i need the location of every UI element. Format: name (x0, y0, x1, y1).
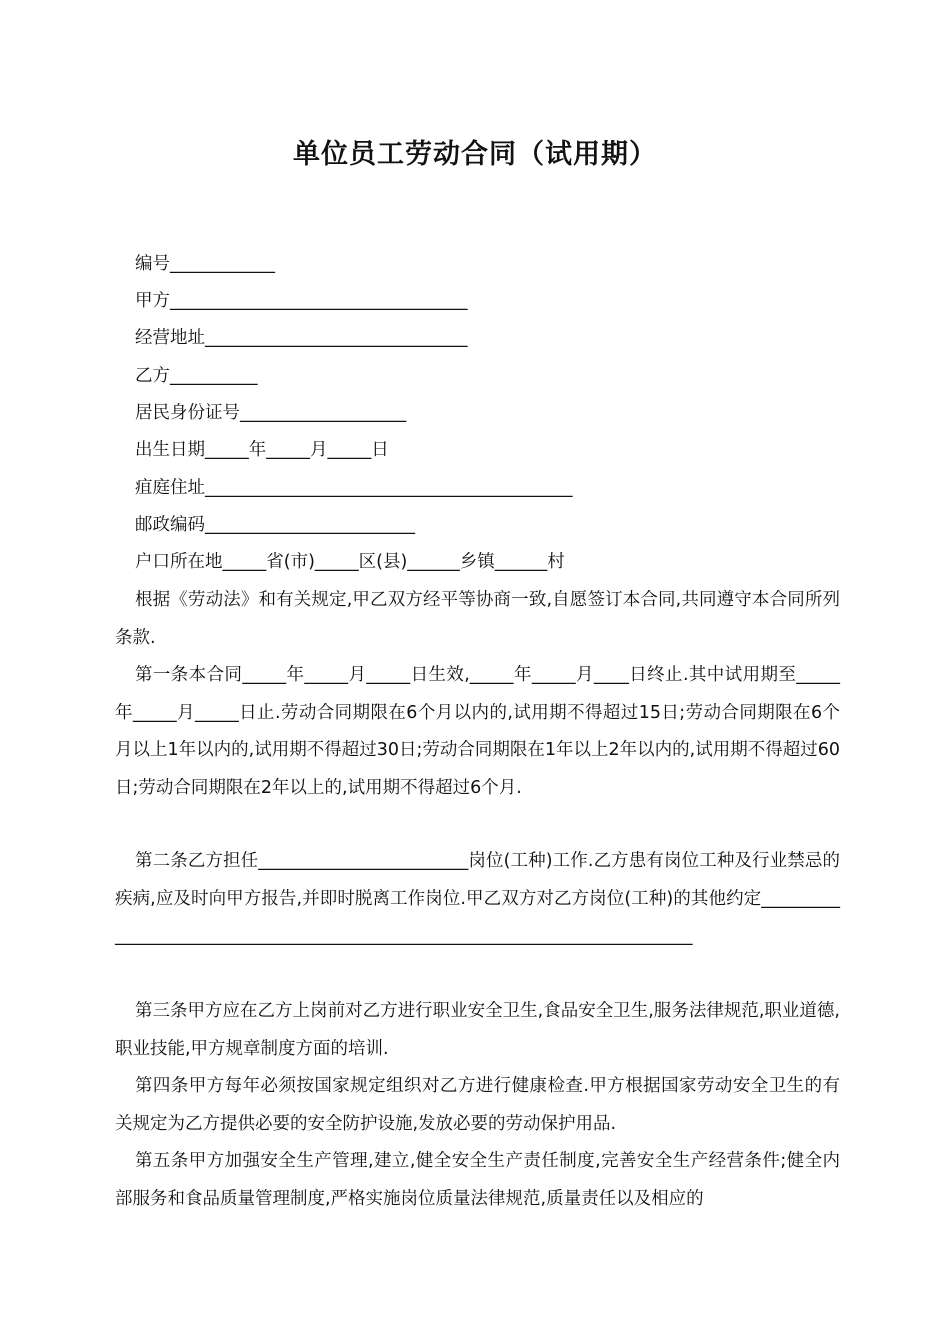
field-home-address: 疽庭住址__________________________________________ (135, 478, 573, 498)
paragraph-preamble: 根据《劳动法》和有关规定,甲乙双方经平等协商一致,自愿签订本合同,共同遵守本合同所列条款. (115, 590, 840, 648)
field-birth-date: 出生日期_____年_____月_____日 (135, 440, 389, 460)
field-postal-code: 邮政编码________________________ (135, 515, 415, 535)
field-business-address: 经营地址______________________________ (135, 328, 468, 348)
paragraph-article-2: 第二条乙方担任________________________岗位(工种)工作.乙方患有岗位工种及行业禁忌的疾病,应及时向甲方报告,并即时脱离工作岗位.甲乙双方对乙方岗位(工种)的其他约定___________________________________________________________________________ (115, 851, 840, 946)
paragraph-article-3: 第三条甲方应在乙方上岗前对乙方进行职业安全卫生,食品安全卫生,服务法律规范,职业道德,职业技能,甲方规章制度方面的培训. (115, 1001, 840, 1059)
field-id-number: 居民身份证号___________________ (135, 403, 407, 423)
paragraph-article-4: 第四条甲方每年必须按国家规定组织对乙方进行健康检查.甲方根据国家劳动安全卫生的有关规定为乙方提供必要的安全防护设施,发放必要的劳动保护用品. (115, 1076, 840, 1134)
field-party-a: 甲方__________________________________ (135, 291, 468, 311)
field-household-registration: 户口所在地_____省(市)_____区(县)______乡镇______村 (135, 552, 565, 572)
paragraph-article-5: 第五条甲方加强安全生产管理,建立,健全安全生产责任制度,完善安全生产经营条件;健全内部服务和食品质量管理制度,严格实施岗位质量法律规范,质量责任以及相应的 (115, 1151, 840, 1209)
field-party-b: 乙方__________ (135, 366, 258, 386)
field-number: 编号____________ (135, 254, 275, 274)
document-title: 单位员工劳动合同（试用期） (293, 139, 657, 170)
paragraph-article-1: 第一条本合同_____年_____月_____日生效,_____年_____月____日终止.其中试用期至_____年_____月_____日止.劳动合同期限在6个月以内的,试用期不得超过15日;劳动合同期限在6个月以上1年以内的,试用期不得超过30日;劳动合同期限在1年以上2年以内的,试用期不得超过60日;劳动合同期限在2年以上的,试用期不得超过6个月. (115, 665, 840, 798)
